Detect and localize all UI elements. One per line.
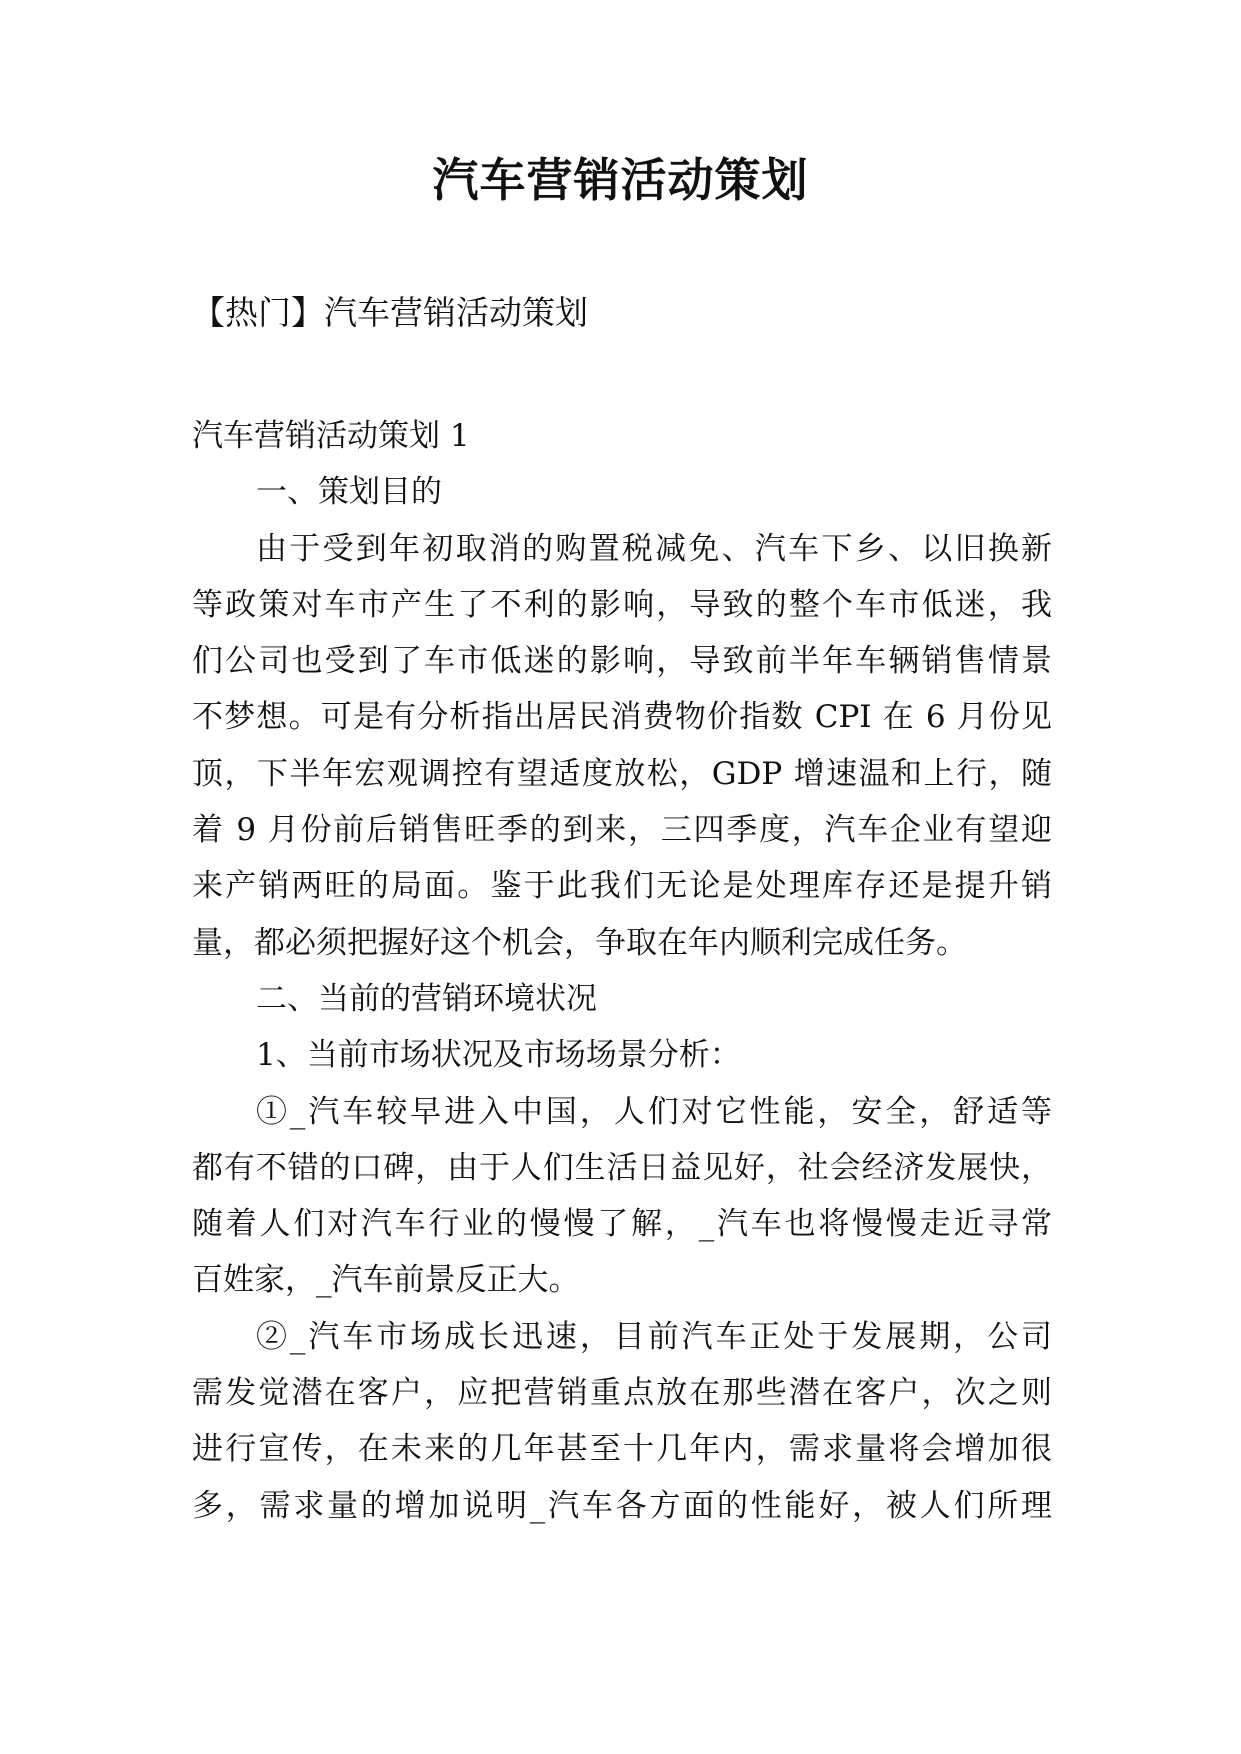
- paragraph-line: 顶，下半年宏观调控有望适度放松，GDP 增速温和上行，随: [192, 755, 1052, 792]
- section-title: 汽车营销活动策划 1: [192, 418, 470, 454]
- paragraph-line: 量，都必须把握好这个机会，争取在年内顺利完成任务。: [192, 924, 967, 961]
- paragraph-line: 们公司也受到了车市低迷的影响，导致前半年车辆销售情景: [192, 643, 1052, 680]
- paragraph-line: ①_汽车较早进入中国，人们对它性能，安全，舒适等: [256, 1093, 1052, 1130]
- paragraph-line: 都有不错的口碑，由于人们生活日益见好，社会经济发展快，: [192, 1149, 1052, 1186]
- paragraph-line: 来产销两旺的局面。鉴于此我们无论是处理库存还是提升销: [192, 868, 1052, 905]
- paragraph-line: ②_汽车市场成长迅速，目前汽车正处于发展期，公司: [256, 1318, 1052, 1355]
- paragraph-line: 由于受到年初取消的购置税减免、汽车下乡、以旧换新: [256, 530, 1052, 567]
- paragraph-market-1: [192, 1084, 1052, 1309]
- document-body: [192, 408, 1052, 1534]
- document-subtitle: 【热门】汽车营销活动策划: [192, 293, 588, 332]
- paragraph-market-2: [192, 1309, 1052, 1534]
- heading-market-analysis: 1、当前市场状况及市场场景分析：: [256, 1037, 741, 1074]
- paragraph-purpose: [192, 521, 1052, 971]
- heading-purpose: 一、策划目的: [256, 474, 442, 511]
- paragraph-line: 随着人们对汽车行业的慢慢了解，_汽车也将慢慢走近寻常: [192, 1206, 1052, 1243]
- document-title: 汽车营销活动策划: [432, 153, 809, 207]
- paragraph-line: 着 9 月份前后销售旺季的到来，三四季度，汽车企业有望迎: [192, 812, 1052, 849]
- paragraph-line: 百姓家，_汽车前景反正大。: [192, 1262, 580, 1299]
- paragraph-line: 等政策对车市产生了不利的影响，导致的整个车市低迷，我: [192, 586, 1052, 623]
- paragraph-line: 进行宣传，在未来的几年甚至十几年内，需求量将会增加很: [192, 1431, 1052, 1468]
- paragraph-line: 多，需求量的增加说明_汽车各方面的性能好，被人们所理: [192, 1487, 1052, 1524]
- paragraph-line: 不梦想。可是有分析指出居民消费物价指数 CPI 在 6 月份见: [192, 699, 1052, 736]
- heading-environment: 二、当前的营销环境状况: [256, 980, 597, 1017]
- paragraph-line: 需发觉潜在客户，应把营销重点放在那些潜在客户，次之则: [192, 1375, 1052, 1412]
